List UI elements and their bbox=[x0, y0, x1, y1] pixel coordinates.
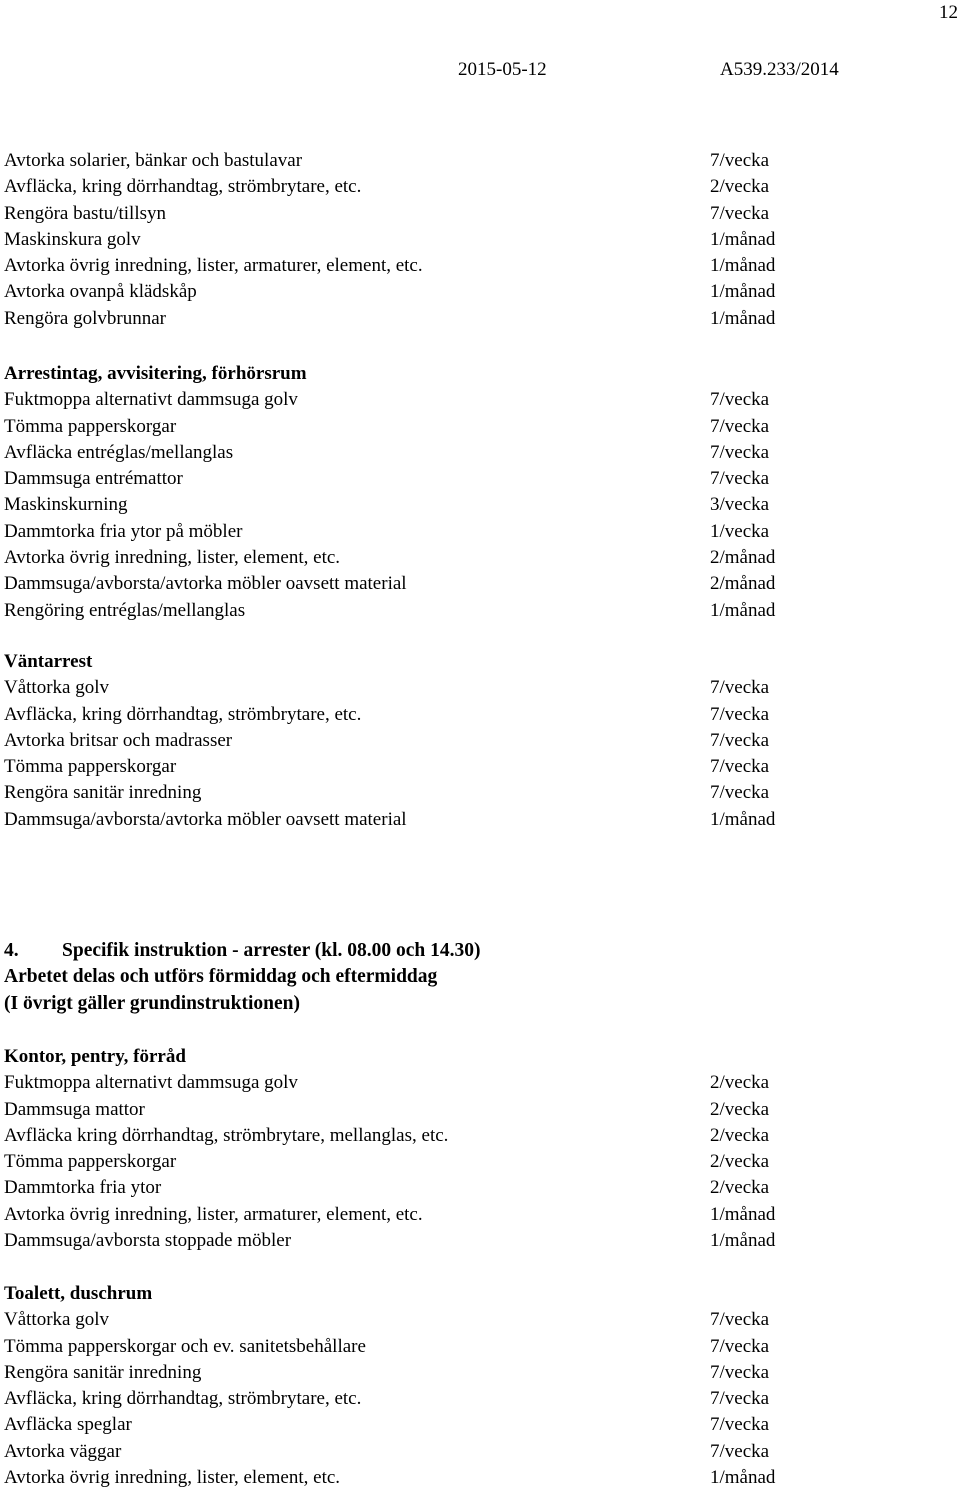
task-frequency: 1/månad bbox=[710, 1467, 776, 1489]
task-label: Rengöra bastu/tillsyn bbox=[4, 202, 167, 224]
task-frequency: 1/månad bbox=[710, 307, 776, 329]
task-row bbox=[4, 1360, 954, 1386]
task-row bbox=[4, 702, 954, 728]
task-row bbox=[4, 598, 954, 624]
section-heading bbox=[4, 1281, 954, 1307]
instruction-line-3: (I övrigt gäller grundinstruktionen) bbox=[4, 992, 300, 1014]
task-frequency: 7/vecka bbox=[710, 782, 770, 804]
task-label: Avtorka övrig inredning, lister, element, etc. bbox=[4, 547, 341, 569]
task-row bbox=[4, 306, 954, 332]
task-label: Avtorka britsar och madrasser bbox=[4, 729, 233, 751]
task-row bbox=[4, 571, 954, 597]
task-frequency: 2/vecka bbox=[710, 1072, 770, 1094]
task-row bbox=[4, 174, 954, 200]
task-frequency: 1/månad bbox=[710, 808, 776, 830]
task-row bbox=[4, 440, 954, 466]
task-label: Fuktmoppa alternativt dammsuga golv bbox=[4, 389, 298, 411]
task-frequency: 7/vecka bbox=[710, 202, 770, 224]
task-label: Maskinskurning bbox=[4, 494, 128, 516]
task-label: Fuktmoppa alternativt dammsuga golv bbox=[4, 1072, 298, 1094]
task-label: Rengöra golvbrunnar bbox=[4, 307, 166, 329]
task-label: Avtorka solarier, bänkar och bastulavar bbox=[4, 150, 303, 171]
task-label: Dammtorka fria ytor bbox=[4, 1177, 162, 1199]
task-frequency: 1/månad bbox=[710, 228, 776, 250]
task-frequency: 7/vecka bbox=[710, 415, 770, 437]
task-frequency: 7/vecka bbox=[710, 468, 770, 490]
task-row bbox=[4, 1175, 954, 1201]
section-heading bbox=[4, 361, 954, 387]
task-label: Tömma papperskorgar bbox=[4, 1151, 177, 1173]
task-frequency: 7/vecka bbox=[710, 389, 770, 411]
task-row bbox=[4, 1070, 954, 1096]
task-label: Avtorka övrig inredning, lister, element, etc. bbox=[4, 1467, 341, 1489]
task-row bbox=[4, 1149, 954, 1175]
task-frequency: 1/månad bbox=[710, 1203, 776, 1225]
task-label: Våttorka golv bbox=[4, 1309, 110, 1331]
task-row bbox=[4, 1465, 954, 1491]
task-row bbox=[4, 1202, 954, 1228]
task-frequency: 1/månad bbox=[710, 281, 776, 303]
task-row bbox=[4, 1334, 954, 1360]
section-heading-text: Väntarrest bbox=[4, 651, 93, 672]
task-frequency: 7/vecka bbox=[710, 1414, 770, 1436]
task-label: Dammsuga entrémattor bbox=[4, 468, 183, 490]
task-row bbox=[4, 492, 954, 518]
task-label: Avfläcka speglar bbox=[4, 1414, 132, 1436]
task-frequency: 7/vecka bbox=[710, 150, 770, 171]
task-label: Våttorka golv bbox=[4, 677, 110, 699]
task-frequency: 2/vecka bbox=[710, 1177, 770, 1199]
task-label: Avtorka övrig inredning, lister, armaturer, element, etc. bbox=[4, 255, 423, 277]
task-frequency: 2/vecka bbox=[710, 1151, 770, 1173]
task-frequency: 2/vecka bbox=[710, 176, 770, 198]
task-frequency: 2/vecka bbox=[710, 1124, 770, 1146]
task-row bbox=[4, 754, 954, 780]
task-list-continued bbox=[4, 148, 954, 332]
task-label: Dammsuga/avborsta stoppade möbler bbox=[4, 1230, 292, 1252]
task-row bbox=[4, 1123, 954, 1149]
section-kontor bbox=[4, 1044, 954, 1254]
task-label: Avtorka övrig inredning, lister, armaturer, element, etc. bbox=[4, 1203, 423, 1225]
task-row bbox=[4, 227, 954, 253]
task-label: Avfläcka kring dörrhandtag, strömbrytare, mellanglas, etc. bbox=[4, 1124, 449, 1146]
task-row bbox=[4, 545, 954, 571]
section-heading bbox=[4, 1044, 954, 1070]
task-frequency: 7/vecka bbox=[710, 756, 770, 778]
section-arrestintag bbox=[4, 361, 954, 624]
task-frequency: 2/månad bbox=[710, 547, 776, 569]
document-date: 2015-05-12 bbox=[458, 59, 547, 80]
page-number: 12 bbox=[939, 2, 958, 23]
task-row bbox=[4, 201, 954, 227]
task-label: Avfläcka, kring dörrhandtag, strömbrytare, etc. bbox=[4, 703, 362, 725]
task-frequency: 7/vecka bbox=[710, 677, 770, 699]
task-row bbox=[4, 1307, 954, 1333]
task-frequency: 7/vecka bbox=[710, 1361, 770, 1383]
task-label: Tömma papperskorgar bbox=[4, 756, 177, 778]
task-row bbox=[4, 1412, 954, 1438]
task-label: Rengöra sanitär inredning bbox=[4, 1361, 202, 1383]
task-row bbox=[4, 1439, 954, 1465]
task-row bbox=[4, 279, 954, 305]
task-frequency: 2/månad bbox=[710, 573, 776, 595]
task-label: Avtorka väggar bbox=[4, 1440, 122, 1462]
section-vantarrest bbox=[4, 649, 954, 833]
task-row bbox=[4, 780, 954, 806]
section-heading-text: Arrestintag, avvisitering, förhörsrum bbox=[4, 363, 307, 384]
task-row bbox=[4, 148, 954, 174]
task-label: Rengöring entréglas/mellanglas bbox=[4, 599, 246, 621]
instruction-number: 4. bbox=[4, 940, 19, 961]
task-label: Tömma papperskorgar bbox=[4, 415, 177, 437]
task-frequency: 7/vecka bbox=[710, 441, 770, 463]
task-frequency: 7/vecka bbox=[710, 1335, 770, 1357]
section-toalett bbox=[4, 1281, 954, 1491]
instruction-heading bbox=[4, 938, 481, 1017]
task-label: Dammsuga/avborsta/avtorka möbler oavsett material bbox=[4, 808, 407, 830]
task-frequency: 7/vecka bbox=[710, 703, 770, 725]
task-label: Rengöra sanitär inredning bbox=[4, 782, 202, 804]
task-frequency: 1/månad bbox=[710, 255, 776, 277]
task-row bbox=[4, 1386, 954, 1412]
task-label: Avfläcka entréglas/mellanglas bbox=[4, 441, 234, 463]
task-label: Avfläcka, kring dörrhandtag, strömbrytare, etc. bbox=[4, 1388, 362, 1410]
task-frequency: 1/månad bbox=[710, 1230, 776, 1252]
instruction-title bbox=[4, 938, 481, 964]
task-label: Avtorka ovanpå klädskåp bbox=[4, 281, 197, 303]
task-frequency: 2/vecka bbox=[710, 1098, 770, 1120]
task-row bbox=[4, 675, 954, 701]
task-row bbox=[4, 1228, 954, 1254]
task-frequency: 7/vecka bbox=[710, 1440, 770, 1462]
task-label: Avfläcka, kring dörrhandtag, strömbrytare, etc. bbox=[4, 176, 362, 198]
task-row bbox=[4, 253, 954, 279]
task-row bbox=[4, 1097, 954, 1123]
section-heading-text: Kontor, pentry, förråd bbox=[4, 1046, 186, 1067]
task-label: Maskinskura golv bbox=[4, 228, 141, 250]
task-row bbox=[4, 466, 954, 492]
instruction-line-2: Arbetet delas och utförs förmiddag och eftermiddag bbox=[4, 966, 438, 988]
section-heading-text: Toalett, duschrum bbox=[4, 1283, 153, 1304]
task-row bbox=[4, 387, 954, 413]
task-frequency: 1/månad bbox=[710, 599, 776, 621]
task-frequency: 1/vecka bbox=[710, 520, 770, 542]
task-label: Tömma papperskorgar och ev. sanitetsbehållare bbox=[4, 1335, 366, 1357]
task-label: Dammsuga/avborsta/avtorka möbler oavsett material bbox=[4, 573, 407, 595]
document-reference: A539.233/2014 bbox=[720, 59, 839, 80]
task-row bbox=[4, 807, 954, 833]
task-frequency: 3/vecka bbox=[710, 494, 770, 516]
task-row bbox=[4, 728, 954, 754]
task-frequency: 7/vecka bbox=[710, 1309, 770, 1331]
task-row bbox=[4, 414, 954, 440]
task-frequency: 7/vecka bbox=[710, 1388, 770, 1410]
task-label: Dammtorka fria ytor på möbler bbox=[4, 520, 243, 542]
task-label: Dammsuga mattor bbox=[4, 1098, 145, 1120]
task-frequency: 7/vecka bbox=[710, 729, 770, 751]
task-row bbox=[4, 519, 954, 545]
instruction-title-text: Specifik instruktion - arrester (kl. 08.00 och 14.30) bbox=[62, 940, 481, 961]
section-heading bbox=[4, 649, 954, 675]
